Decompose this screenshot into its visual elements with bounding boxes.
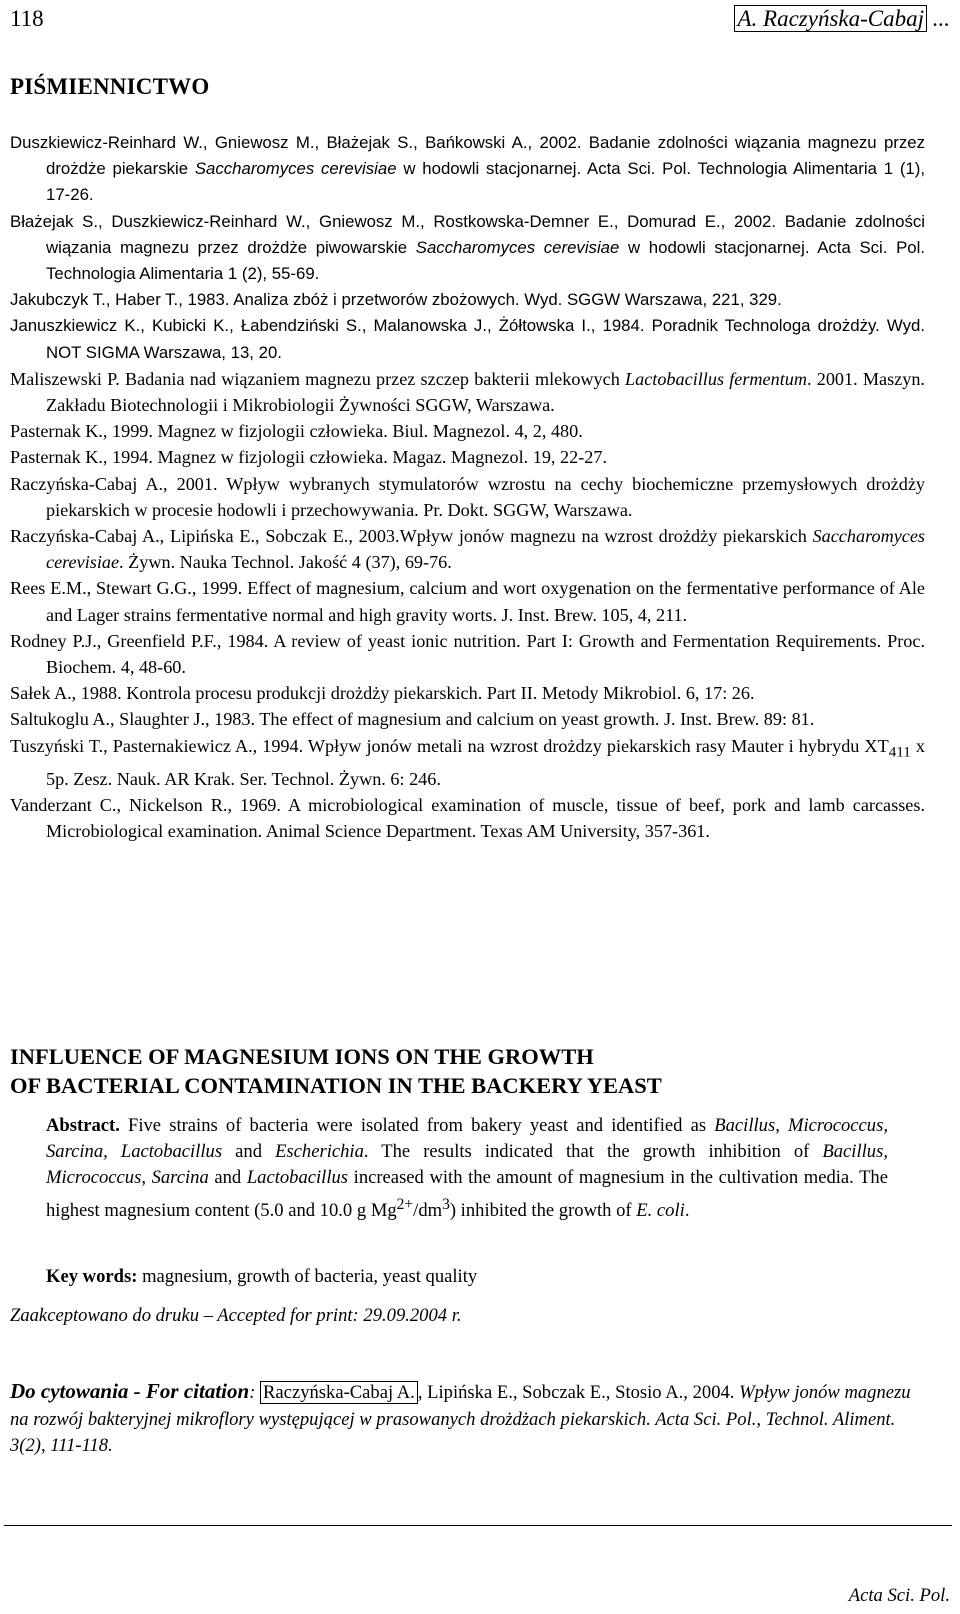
reference-item bbox=[10, 575, 925, 627]
text-run: . Żywn. Nauka Technol. Jakość 4 (37), 69-76. bbox=[119, 552, 452, 573]
reference-item bbox=[10, 313, 925, 365]
italic-term: Bacillus, Micrococcus, Sarcina bbox=[46, 1141, 888, 1189]
running-head bbox=[734, 6, 950, 32]
reference-item bbox=[10, 418, 925, 444]
text-run: Raczyńska-Cabaj A., 2001. Wpływ wybranych stymulatorów wzrostu na cechy biochemiczne przemysłowych drożdży piekarskich w procesie hodowli i przechowywania. Pr. Dokt. SGGW, Warszawa. bbox=[10, 473, 925, 520]
reference-item bbox=[10, 733, 925, 792]
text-run: Pasternak K., 1999. Magnez w fizjologii człowieka. Biul. Magnezol. 4, 2, 480. bbox=[10, 421, 583, 442]
text-run: Tuszyński T., Pasternakiewicz A., 1994. Wpływ jonów metali na wzrost drożdzy piekarskich rasy Mauter i hybrydu XT bbox=[10, 735, 889, 756]
accepted-note: Zaakceptowano do druku – Accepted for print: 29.09.2004 r. bbox=[10, 1305, 462, 1326]
italic-term: Lactobacillus bbox=[246, 1167, 349, 1189]
text-run: Saltukoglu A., Slaughter J., 1983. The effect of magnesium and calcium on yeast growth. J. Inst. Brew. 89: 81. bbox=[10, 709, 815, 730]
reference-item bbox=[10, 130, 925, 209]
text-run: . bbox=[684, 1199, 690, 1221]
text-run: Five strains of bacteria were isolated from bakery yeast and identified as bbox=[119, 1115, 715, 1136]
italic-term: Lactobacillus fermentum bbox=[625, 368, 807, 389]
text-run: Januszkiewicz K., Kubicki K., Łabendziński S., Malanowska J., Żółtowska I., 1984. Poradnik Technologa drożdży. Wyd. NOT SIGMA Warszawa, 13, 20. bbox=[10, 316, 925, 362]
text-run: Jakubczyk T., Haber T., 1983. Analiza zbóż i przetworów zbożowych. Wyd. SGGW Warszawa, 221, 329. bbox=[10, 290, 782, 310]
keywords bbox=[46, 1264, 888, 1290]
reference-item bbox=[10, 471, 925, 523]
text-run: and bbox=[222, 1141, 276, 1163]
italic-term: Saccharomyces cerevisiae bbox=[46, 526, 925, 573]
text-run: Duszkiewicz-Reinhard W., Gniewosz M., Błażejak S., Bańkowski A., 2002. Badanie zdolności wiązania magnezu przez drożdże piekarskie bbox=[10, 133, 925, 179]
superscript: 3 bbox=[442, 1195, 450, 1213]
italic-term: Saccharomyces cerevisiae bbox=[415, 237, 620, 257]
text-run: and bbox=[208, 1167, 247, 1189]
text-run: Pasternak K., 1994. Magnez w fizjologii człowieka. Magaz. Magnezol. 19, 22-27. bbox=[10, 447, 607, 468]
reference-item bbox=[10, 680, 925, 706]
abstract-body bbox=[46, 1115, 888, 1221]
text-run: Sałek A., 1988. Kontrola procesu produkcji drożdży piekarskich. Part II. Metody Mikrobiol. 6, 17: 26. bbox=[10, 683, 755, 704]
text-run: Maliszewski P. Badania nad wiązaniem magnezu przez szczep bakterii mlekowych bbox=[10, 368, 625, 389]
running-head-ellipsis: ... bbox=[927, 6, 950, 31]
section-title: PIŚMIENNICTWO bbox=[10, 74, 210, 99]
superscript: 2+ bbox=[396, 1195, 414, 1213]
page-number: 118 bbox=[10, 6, 44, 31]
footer-journal: Acta Sci. Pol. bbox=[848, 1585, 950, 1606]
reference-item bbox=[10, 523, 925, 575]
subscript: 411 bbox=[888, 743, 911, 761]
english-title-line-1: INFLUENCE OF MAGNESIUM IONS ON THE GROWTH bbox=[10, 1044, 594, 1069]
reference-item bbox=[10, 444, 925, 470]
text-run: ) inhibited the growth of bbox=[449, 1199, 637, 1221]
abstract-label: Abstract. bbox=[46, 1115, 120, 1136]
reference-list bbox=[10, 130, 925, 844]
italic-term: Escherichia bbox=[275, 1141, 364, 1163]
text-run: w hodowli stacjonarnej. Acta Sci. Pol. Technologia Alimentaria 1 (2), 55-69. bbox=[46, 237, 925, 284]
text-run: Błażejak S., Duszkiewicz-Reinhard W., Gniewosz M., Rostkowska-Demner E., Domurad E., 2002. Badanie zdolności wiązania magnezu przez drożdże piwowarskie bbox=[10, 211, 925, 257]
text-run: Rees E.M., Stewart G.G., 1999. Effect of magnesium, calcium and wort oxygenation on the fermentative performance of Ale and Lager strains fermentative normal and high gravity worts. J. Inst. Brew. 105, 4, 211. bbox=[10, 578, 925, 625]
italic-term: Bacillus, Micrococcus, Sarcina, Lactobacillus bbox=[46, 1115, 888, 1163]
text-run: x 5p. Zesz. Nauk. AR Krak. Ser. Technol. Żywn. 6: 246. bbox=[46, 735, 926, 789]
english-title-line-2: OF BACTERIAL CONTAMINATION IN THE BACKERY YEAST bbox=[10, 1073, 662, 1098]
english-title bbox=[10, 1042, 925, 1100]
keywords-text: magnesium, growth of bacteria, yeast quality bbox=[137, 1266, 478, 1287]
italic-term: E. coli bbox=[636, 1199, 685, 1221]
citation-authors: , Lipińska E., Sobczak E., Stosio A., 2004. bbox=[417, 1382, 735, 1403]
text-run: w hodowli stacjonarnej. Acta Sci. Pol. Technologia Alimentaria 1 (1), 17-26. bbox=[46, 159, 926, 205]
citation-colon: : bbox=[249, 1382, 261, 1403]
reference-item bbox=[10, 366, 925, 418]
reference-item bbox=[10, 792, 925, 844]
abstract bbox=[46, 1113, 888, 1224]
reference-item bbox=[10, 628, 925, 680]
citation-first-author: Raczyńska-Cabaj A. bbox=[260, 1381, 418, 1404]
reference-item bbox=[10, 209, 925, 288]
text-run: Rodney P.J., Greenfield P.F., 1984. A review of yeast ionic nutrition. Part I: Growth and Fermentation Requirements. Proc. Biochem. 4, 48-60. bbox=[10, 630, 925, 678]
reference-item bbox=[10, 287, 925, 313]
running-head-author: A. Raczyńska-Cabaj bbox=[734, 5, 927, 32]
keywords-label: Key words: bbox=[46, 1266, 138, 1287]
text-run: /dm bbox=[413, 1199, 443, 1221]
footer-rule bbox=[4, 1525, 952, 1526]
reference-item bbox=[10, 706, 925, 732]
text-run: Vanderzant C., Nickelson R., 1969. A microbiological examination of muscle, tissue of beef, pork and lamb carcasses. Microbiological examination. Animal Science Department. Texas AM University, 357-361. bbox=[10, 794, 925, 841]
text-run: Raczyńska-Cabaj A., Lipińska E., Sobczak E., 2003.Wpływ jonów magnezu na wzrost drożdży piekarskich bbox=[10, 526, 813, 547]
citation-text: Wpływ jonów magnezu na rozwój bakteryjnej mikroflory występującej w prasowanych drożdżach piekarskich. Acta Sci. Pol., Technol. Aliment. 3(2), 111-118. bbox=[10, 1382, 911, 1456]
citation-lead: Do cytowania - For citation bbox=[10, 1379, 250, 1403]
citation bbox=[10, 1378, 928, 1460]
text-run: . The results indicated that the growth inhibition of bbox=[363, 1141, 823, 1163]
italic-term: Saccharomyces cerevisiae bbox=[194, 159, 397, 179]
text-run: . 2001. Maszyn. Zakładu Biotechnologii i Mikrobiologii Żywności SGGW, Warszawa. bbox=[46, 368, 925, 416]
text-run: increased with the amount of magnesium in the cultivation media. The highest magnesium content (5.0 and 10.0 g Mg bbox=[46, 1167, 888, 1221]
